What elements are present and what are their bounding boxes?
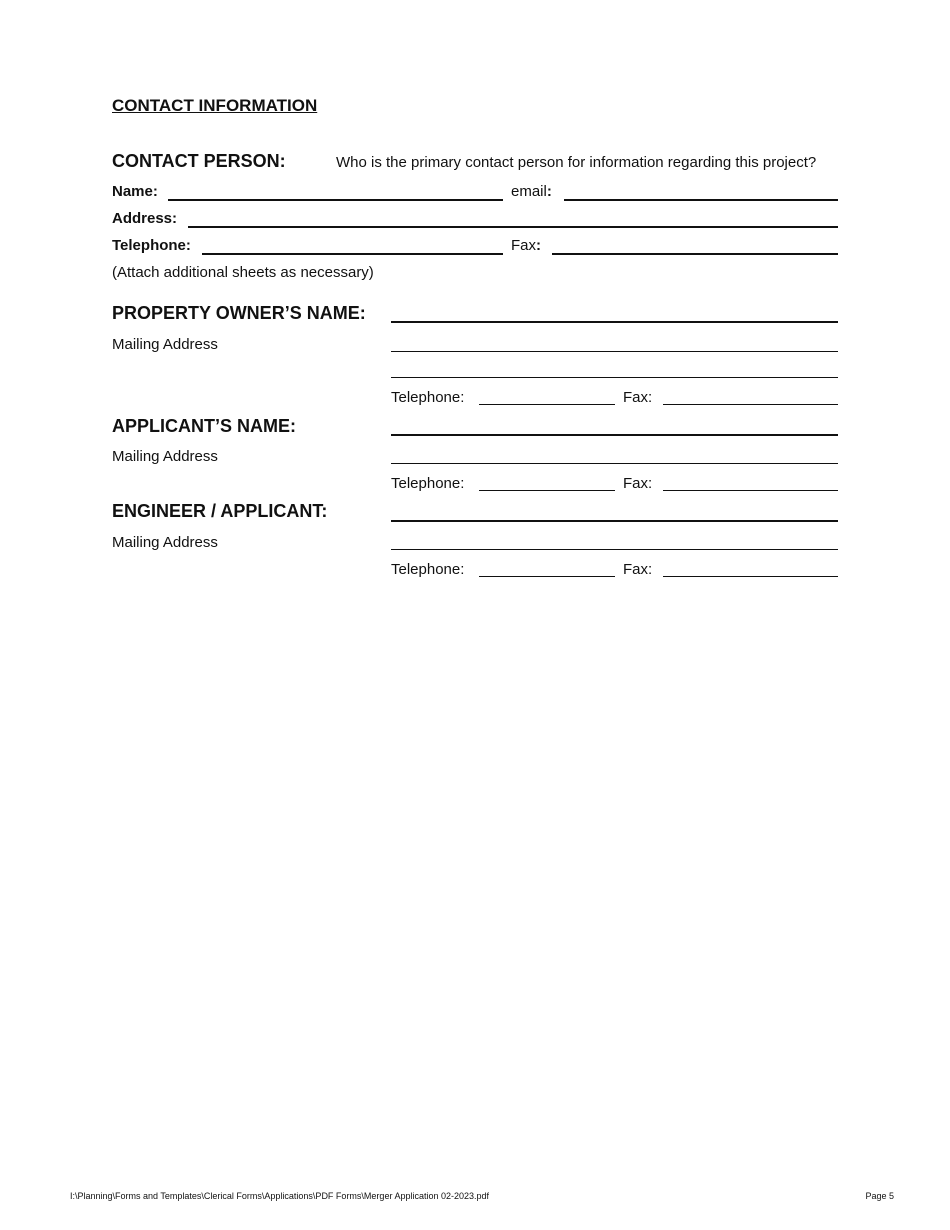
footer-page-number: Page 5	[865, 1191, 894, 1201]
engineer-telephone-field[interactable]	[479, 576, 615, 577]
property-owner-heading: PROPERTY OWNER’S NAME:	[112, 303, 366, 323]
engineer-name-field[interactable]	[391, 520, 838, 522]
engineer-telephone-label: Telephone:	[391, 561, 465, 578]
property-owner-fax-field[interactable]	[663, 404, 838, 405]
engineer-mailing-label: Mailing Address	[112, 534, 218, 551]
contact-person-heading: CONTACT PERSON:	[112, 151, 286, 171]
contact-name-field[interactable]	[168, 199, 503, 201]
applicant-mailing-label: Mailing Address	[112, 448, 218, 465]
applicant-mailing-line[interactable]	[391, 463, 838, 464]
contact-telephone-label: Telephone:	[112, 237, 191, 254]
property-owner-fax-label: Fax:	[623, 389, 653, 406]
contact-telephone-field[interactable]	[202, 253, 503, 255]
property-owner-mailing-line-2[interactable]	[391, 377, 838, 378]
engineer-heading: ENGINEER / APPLICANT:	[112, 501, 328, 521]
footer-file-path: I:\Planning\Forms and Templates\Clerical Forms\Applications\PDF Forms\Merger Application 02-2023.pdf	[70, 1191, 490, 1201]
contact-address-label: Address:	[112, 210, 178, 227]
engineer-fax-field[interactable]	[663, 576, 838, 577]
applicant-fax-field[interactable]	[663, 490, 838, 491]
contact-fax-label: Fax:	[511, 237, 542, 254]
property-owner-telephone-field[interactable]	[479, 404, 615, 405]
property-owner-mailing-label: Mailing Address	[112, 336, 218, 353]
contact-email-label: email:	[511, 183, 552, 200]
property-owner-telephone-label: Telephone:	[391, 389, 465, 406]
applicant-fax-label: Fax:	[623, 475, 653, 492]
property-owner-mailing-line-1[interactable]	[391, 351, 838, 352]
contact-email-field[interactable]	[564, 199, 838, 201]
applicant-name-field[interactable]	[391, 434, 838, 436]
contact-name-label: Name:	[112, 183, 158, 200]
applicant-heading: APPLICANT’S NAME:	[112, 416, 296, 436]
contact-fax-field[interactable]	[552, 253, 838, 255]
applicant-telephone-field[interactable]	[479, 490, 615, 491]
contact-address-field[interactable]	[188, 226, 838, 228]
contact-question: Who is the primary contact person for information regarding this project?	[336, 154, 817, 171]
applicant-telephone-label: Telephone:	[391, 475, 465, 492]
engineer-mailing-line[interactable]	[391, 549, 838, 550]
engineer-fax-label: Fax:	[623, 561, 653, 578]
attach-note: (Attach additional sheets as necessary)	[112, 264, 374, 281]
section-title: CONTACT INFORMATION	[112, 96, 318, 115]
property-owner-name-field[interactable]	[391, 321, 838, 323]
